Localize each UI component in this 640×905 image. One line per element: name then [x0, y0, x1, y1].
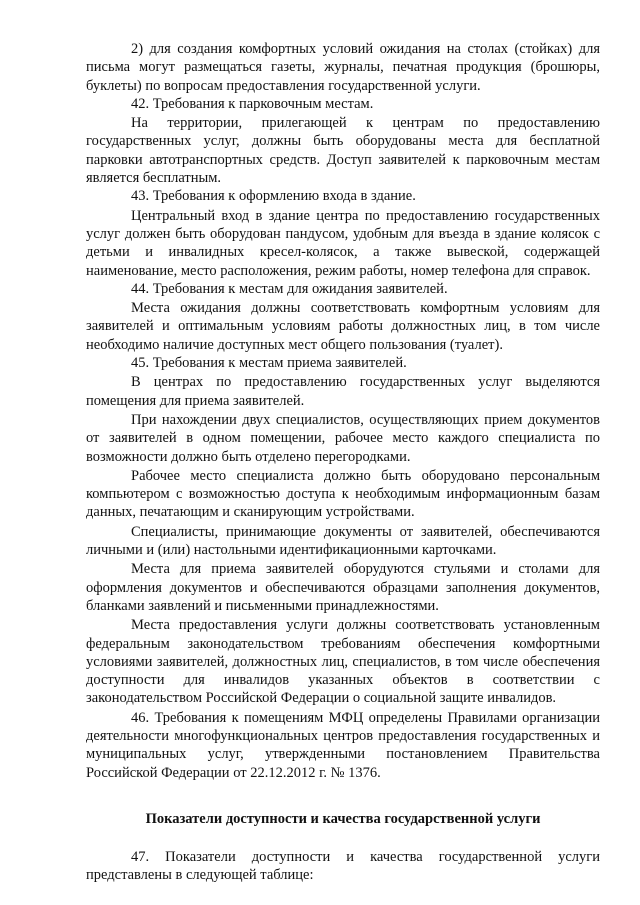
paragraph-45-title: 45. Требования к местам приема заявителей.	[131, 355, 407, 372]
paragraph-42-parking: На территории, прилегающей к центрам по предоставлению государственных услуг, должны быть оборудованы места для бесплатной парковки автотранспортных средств. Доступ заявителей к парковочным местам является бесплатным.	[86, 115, 600, 187]
paragraph-46-mfc: 46. Требования к помещениям МФЦ определены Правилами организации деятельности многофункциональных центров предоставления государственных и муниципальных услуг, утвержденными постановлением Правительства Российской Федерации от 22.12.2012 г. № 1376.	[86, 709, 600, 781]
paragraph-43-title: 43. Требования к оформлению входа в здание.	[131, 188, 416, 205]
paragraph-47-indicators: 47. Показатели доступности и качества государственной услуги представлены в следующей таблице:	[86, 849, 600, 884]
paragraph-45-workplace: Рабочее место специалиста должно быть оборудовано персональным компьютером с возможностью доступа к необходимым информационным базам данных, печатающим и сканирующим устройствами.	[86, 467, 600, 521]
paragraph-45-accessibility: Места предоставления услуги должны соответствовать установленным федеральным законодательством требованиям обеспечения комфортными условиями заявителей, должностных лиц, специалистов, в том числе обеспечения доступности для инвалидов указанных объектов в соответствии с законодательством Российской Федерации о социальной защите инвалидов.	[86, 617, 600, 707]
paragraph-45-furniture: Места для приема заявителей оборудуются стульями и столами для оформления документов и обеспечиваются образцами заполнения документов, бланками заявлений и письменными принадлежностями.	[86, 561, 600, 614]
paragraph-2-comfort-conditions: 2) для создания комфортных условий ожидания на столах (стойках) для письма могут размещаться газеты, журналы, печатная продукция (брошюры, буклеты) по вопросам предоставления государственной услуги.	[86, 41, 600, 94]
paragraph-45-id-cards: Специалисты, принимающие документы от заявителей, обеспечиваются личными и (или) настольными идентификационными карточками.	[86, 523, 600, 559]
paragraph-45-two-specialists: При нахождении двух специалистов, осуществляющих прием документов от заявителей в одном помещении, рабочее место каждого специалиста по возможности должно быть отделено перегородками.	[86, 411, 600, 465]
paragraph-44-title: 44. Требования к местам для ожидания заявителей.	[131, 280, 448, 297]
section-heading: Показатели доступности и качества государственной услуги	[145, 810, 541, 827]
paragraph-43-entrance: Центральный вход в здание центра по предоставлению государственных услуг должен быть оборудован пандусом, удобным для въезда в здание колясок с детьми и инвалидных кресел-колясок, а также вывеской, содержащей наименование, место расположения, режим работы, номер телефона для справок.	[86, 207, 600, 279]
paragraph-44-waiting: Места ожидания должны соответствовать комфортным условиям для заявителей и оптимальным условиям работы должностных лиц, в том числе необходимо наличие доступных мест общего пользования (туалет).	[86, 300, 600, 353]
paragraph-42-title: 42. Требования к парковочным местам.	[131, 95, 374, 112]
document-page	[86, 40, 600, 885]
paragraph-45-rooms: В центрах по предоставлению государственных услуг выделяются помещения для приема заявителей.	[86, 374, 600, 409]
